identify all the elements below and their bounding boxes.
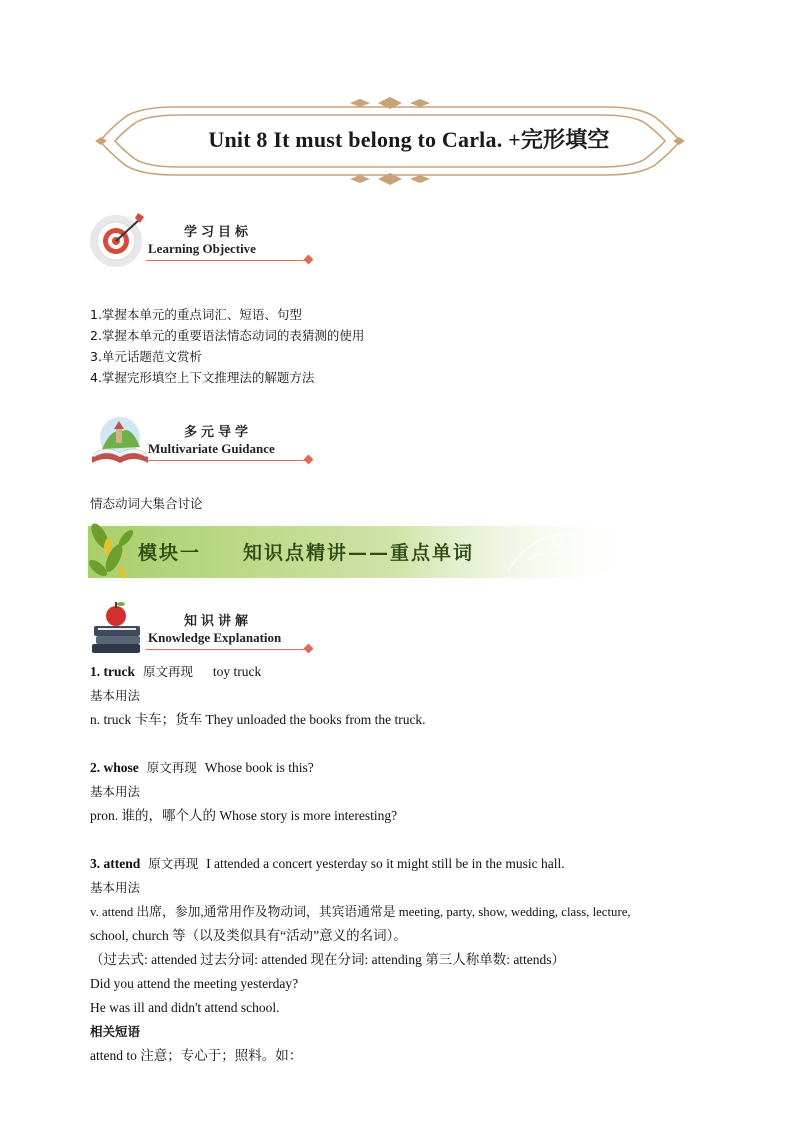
vocabulary-entries [90, 660, 720, 1068]
usage-label: 基本用法 [90, 688, 141, 703]
entry-headword: 2. whose [90, 760, 139, 775]
diamond-icon [304, 644, 314, 654]
entry-truck [90, 660, 720, 732]
phrase-label: 相关短语 [90, 1024, 141, 1039]
section-title-en: Learning Objective [148, 241, 256, 256]
section-title-cn: 学习目标 [184, 225, 253, 240]
usage-line: v. attend 出席，参加,通常用作及物动词，其宾语通常是 meeting, party, show, wedding, class, lecture, [90, 905, 631, 919]
section-underline [146, 460, 308, 461]
section-header-guidance [88, 405, 328, 475]
section-title-en: Knowledge Explanation [148, 630, 282, 645]
books-apple-icon [90, 596, 146, 656]
objective-item: 4.掌握完形填空上下文推理法的解题方法 [90, 370, 315, 385]
target-icon [88, 205, 146, 271]
entry-quote: toy truck [212, 664, 262, 679]
page-title: Unit 8 It must belong to Carla. +完形填空 [208, 127, 610, 152]
diamond-icon [304, 255, 314, 265]
entry-quote: I attended a concert yesterday so it might still be in the music hall. [206, 856, 565, 871]
entry-attend [90, 852, 720, 1068]
entry-label: 原文再现 [142, 664, 193, 679]
usage-label: 基本用法 [90, 784, 141, 799]
banner-title: 模块一 知识点精讲——重点单词 [138, 542, 475, 564]
entry-label: 原文再现 [148, 856, 199, 871]
usage-line: school, church 等（以及类似具有“活动”意义的名词）。 [90, 928, 407, 943]
section-header-objective [88, 205, 328, 275]
section-title-cn: 知识讲解 [184, 614, 253, 629]
objective-item: 3.单元话题范文赏析 [90, 349, 202, 364]
phrase-line: attend to 注意；专心于；照料。如： [90, 1048, 303, 1063]
usage-line: He was ill and didn't attend school. [90, 1000, 280, 1015]
usage-label: 基本用法 [90, 880, 141, 895]
entry-label: 原文再现 [146, 760, 197, 775]
book-landscape-icon [90, 413, 150, 471]
usage-line: （过去式: attended 过去分词: attended 现在分词: attending 第三人称单数: attends） [90, 952, 566, 967]
entry-whose [90, 756, 720, 828]
module-banner [88, 520, 646, 582]
diamond-icon [304, 455, 314, 465]
section-header-knowledge [88, 594, 328, 664]
section-underline [146, 649, 308, 650]
usage-line: pron. 谁的，哪个人的 Whose story is more interesting? [90, 808, 398, 823]
section-underline [146, 260, 308, 261]
entry-quote: Whose book is this? [204, 760, 314, 775]
objectives-list [90, 304, 364, 388]
entry-headword: 3. attend [90, 856, 141, 871]
usage-line: Did you attend the meeting yesterday? [90, 976, 299, 991]
section-title-en: Multivariate Guidance [148, 441, 275, 456]
entry-headword: 1. truck [90, 664, 135, 679]
objective-item: 2.掌握本单元的重要语法情态动词的表猜测的使用 [90, 328, 365, 343]
section-title-cn: 多元导学 [184, 425, 253, 440]
guidance-text: 情态动词大集合讨论 [90, 496, 203, 511]
usage-line: n. truck 卡车；货车 They unloaded the books from the truck. [90, 712, 426, 727]
objective-item: 1.掌握本单元的重点词汇、短语、句型 [90, 307, 302, 322]
